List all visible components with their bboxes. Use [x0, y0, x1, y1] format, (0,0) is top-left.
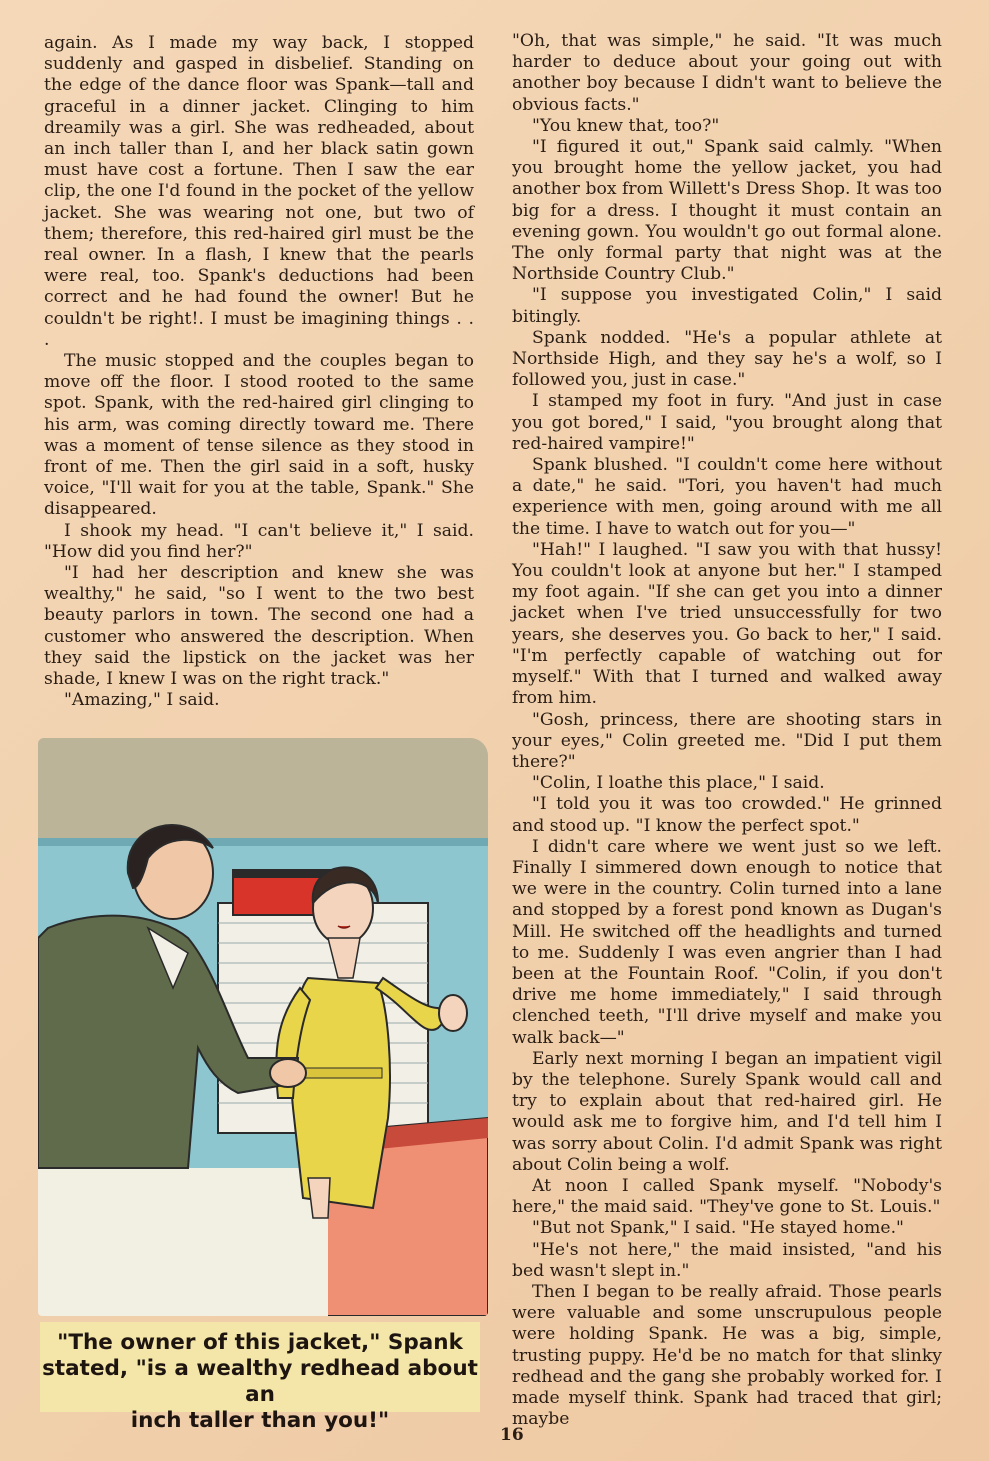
paragraph: "I figured it out," Spank said calmly. "When you brought home the yellow jacket, you had another box from Willett's Dress Shop. It was too big for a dress. I thought it must contain an evening gown. You wouldn't go out formal alone. The only formal party that night was at the Northside Country Club." [512, 137, 942, 285]
paragraph: The music stopped and the couples began to move off the floor. I stood rooted to the same spot. Spank, with the red-haired girl clinging to his arm, was coming directly toward me. There was a moment of tense silence as they stood in front of me. Then the girl said in a soft, husky voice, "I'll wait for you at the table, Spank." She disappeared. [44, 351, 474, 520]
panel-caption [40, 1322, 480, 1433]
paragraph: Then I began to be really afraid. Those pearls were valuable and some unscrupulous people were holding Spank. He was a big, simple, trusting puppy. He'd be no match for that slinky redhead and the gang she probably worked for. I made myself think. Spank had traced that girl; maybe [512, 1281, 942, 1430]
paragraph: again. As I made my way back, I stopped suddenly and gasped in disbelief. Standing on the edge of the dance floor was Spank—tall and graceful in a dinner jacket. Clinging to him dreamily was a girl. She was redheaded, about an inch taller than I, and her black satin gown must have cost a fortune. Then I saw the ear clip, the one I'd found in the pocket of the yellow jacket. She was wearing not one, but two of them; therefore, this red-haired girl must be the real owner. In a flash, I knew that the pearls were real, too. Spank's deductions had been correct and he had found the owner! But he couldn't be right!. I must be imagining things . . . [44, 33, 474, 350]
paragraph: "Gosh, princess, there are shooting stars in your eyes," Colin greeted me. "Did I put them there?" [512, 709, 942, 772]
left-text-column [44, 33, 474, 712]
panel-artwork [38, 738, 488, 1316]
page-number: 16 [500, 1425, 524, 1445]
paragraph: "I had her description and knew she was wealthy," he said, "so I went to the two best beauty parlors in town. The second one had a customer who answered the description. When they said the lipstick on the jacket was her shade, I knew I was on the right track." [44, 563, 474, 690]
right-text-column [512, 31, 942, 1430]
paragraph: "You knew that, too?" [532, 115, 720, 136]
floor [38, 1168, 328, 1316]
caption-line: "The owner of this jacket," Spank [57, 1330, 463, 1355]
paragraph: At noon I called Spank myself. "Nobody's here," the maid said. "They've gone to St. Louis." [512, 1175, 942, 1218]
paragraph: "Colin, I loathe this place," I said. [532, 773, 825, 794]
paragraph: "I told you it was too crowded." He grinned and stood up. "I know the perfect spot." [512, 794, 942, 836]
paragraph: Early next morning I began an impatient vigil by the telephone. Surely Spank would call and try to explain about that red-haired girl. He would ask me to forgive him, and I'd tell him I was sorry about Colin. I'd admit Spank was right about Colin being a wolf. [512, 1048, 942, 1175]
paragraph: "I suppose you investigated Colin," I said bitingly. [512, 285, 942, 327]
paragraph: "But not Spank," I said. "He stayed home." [532, 1218, 904, 1239]
paragraph: I stamped my foot in fury. "And just in case you got bored," I said, "you brought along that red-haired vampire!" [512, 391, 942, 454]
paragraph: "Amazing," I said. [64, 690, 220, 711]
paragraph: "Oh, that was simple," he said. "It was much harder to deduce about your going out with another boy because I didn't want to believe the obvious facts." [512, 31, 942, 115]
paragraph: I didn't care where we went just so we left. Finally I simmered down enough to notice that we were in the country. Colin turned into a lane and stopped by a forest pond known as Dugan's Mill. He switched off the headlights and turned to me. Suddenly I was even angrier than I had been at the Fountain Roof. "Colin, if you don't drive me home immediately," I said through clenched teeth, "I'll drive myself and make you walk back—" [512, 836, 942, 1048]
paragraph: "Hah!" I laughed. "I saw you with that hussy! You couldn't look at anyone but her." I stamped my foot again. "If she can get you into a dinner jacket when I've tried unsuccessfully for two years, she deserves you. Go back to her," I said. "I'm perfectly capable of watching out for myself." With that I turned and walked away from him. [512, 539, 942, 709]
comic-panel-illustration [38, 738, 488, 1316]
paragraph: "He's not here," the maid insisted, "and his bed wasn't slept in." [512, 1239, 942, 1281]
caption-line: inch taller than you!" [130, 1408, 390, 1433]
caption-line: stated, "is a wealthy redhead about an [42, 1356, 478, 1407]
paragraph: I shook my head. "I can't believe it," I said. "How did you find her?" [44, 520, 474, 562]
paragraph: Spank nodded. "He's a popular athlete at Northside High, and they say he's a wolf, so I followed you, just in case." [512, 327, 942, 391]
paragraph: Spank blushed. "I couldn't come here without a date," he said. "Tori, you haven't had much experience with men, going around with me all the time. I have to watch out for you—" [512, 455, 942, 539]
